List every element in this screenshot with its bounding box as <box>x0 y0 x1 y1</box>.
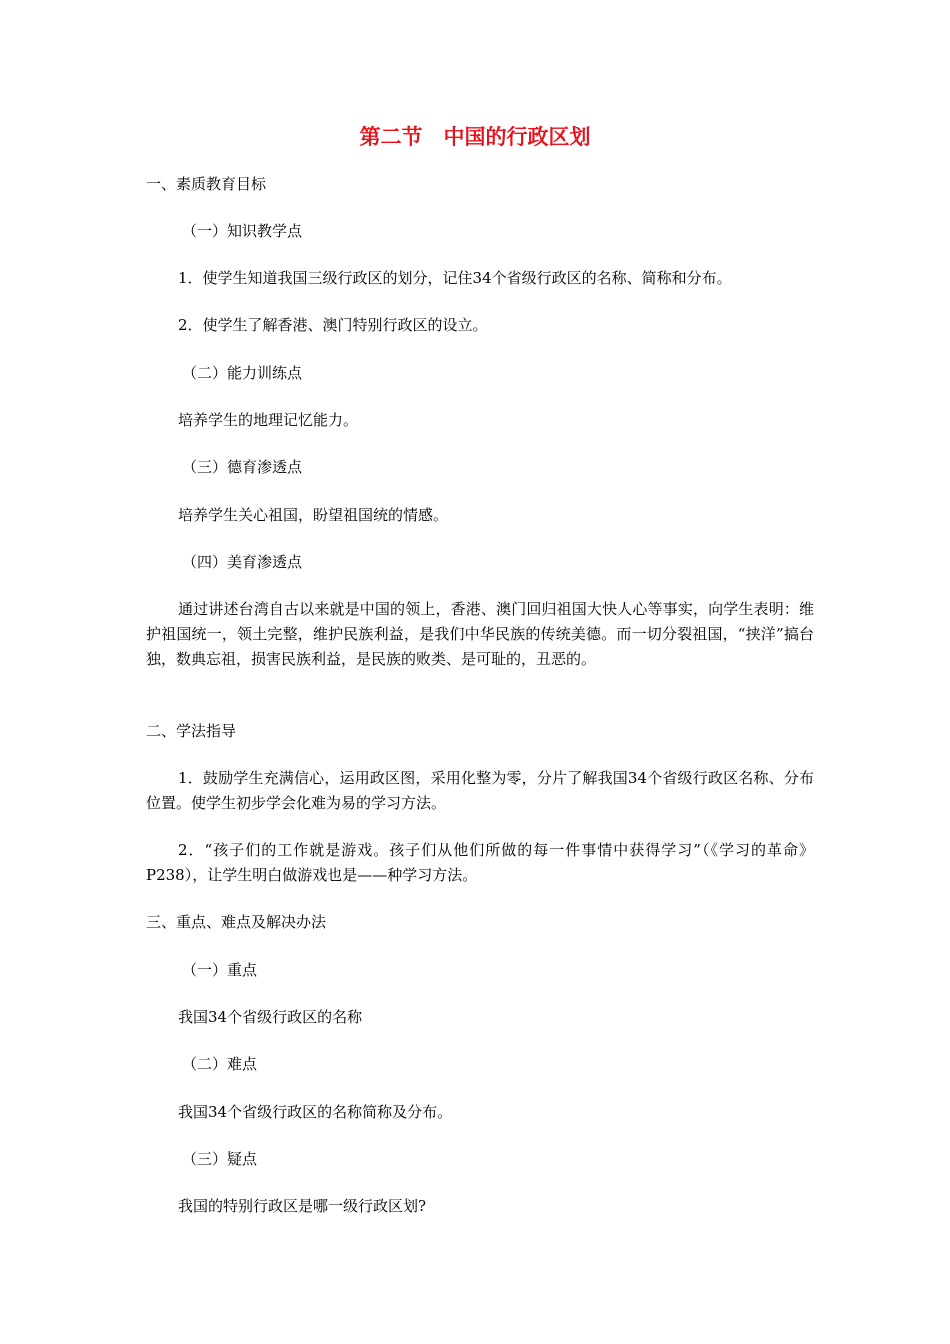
paragraph: 我国的特别行政区是哪一级行政区划? <box>178 1197 427 1215</box>
paragraph: 2．“孩子们的工作就是游戏。孩子们从他们所做的每一件事情中获得学习”（《学习的革命》P238），让学生明白做游戏也是——种学习方法。 <box>146 841 814 884</box>
paragraph: 2．使学生了解香港、澳门特别行政区的设立。 <box>178 316 488 334</box>
paragraph: 培养学生的地理记忆能力。 <box>178 411 359 429</box>
subsection-heading: （二）能力训练点 <box>182 364 303 382</box>
paragraph: 通过讲述台湾自古以来就是中国的领上，香港、澳门回归祖国大快人心等事实，向学生表明：维护祖国统一，领土完整，维护民族利益，是我们中华民族的传统美德。而一切分裂祖国，“挟洋”搞台独，数典忘祖，损害民族利益，是民族的败类、是可耻的，丑恶的。 <box>146 600 814 668</box>
section-heading: 三、重点、难点及解决办法 <box>146 913 327 931</box>
subsection-heading: （二）难点 <box>182 1055 258 1073</box>
section-heading: 一、素质教育目标 <box>146 175 267 193</box>
paragraph: 1．使学生知道我国三级行政区的划分，记住34个省级行政区的名称、简称和分布。 <box>178 269 732 287</box>
paragraph: 培养学生关心祖国，盼望祖国统的情感。 <box>178 506 449 524</box>
subsection-heading: （一）知识教学点 <box>182 222 303 240</box>
paragraph: 1．鼓励学生充满信心，运用政区图，采用化整为零，分片了解我国34个省级行政区名称、分布位置。使学生初步学会化难为易的学习方法。 <box>146 769 814 812</box>
page-title: 第二节 中国的行政区划 <box>359 124 591 149</box>
subsection-heading: （四）美育渗透点 <box>182 553 303 571</box>
section-heading: 二、学法指导 <box>146 722 237 740</box>
paragraph: 我国34个省级行政区的名称简称及分布。 <box>178 1103 453 1121</box>
subsection-heading: （三）疑点 <box>182 1150 258 1168</box>
subsection-heading: （一）重点 <box>182 961 258 979</box>
paragraph: 我国34个省级行政区的名称 <box>178 1008 363 1026</box>
subsection-heading: （三）德育渗透点 <box>182 458 303 476</box>
